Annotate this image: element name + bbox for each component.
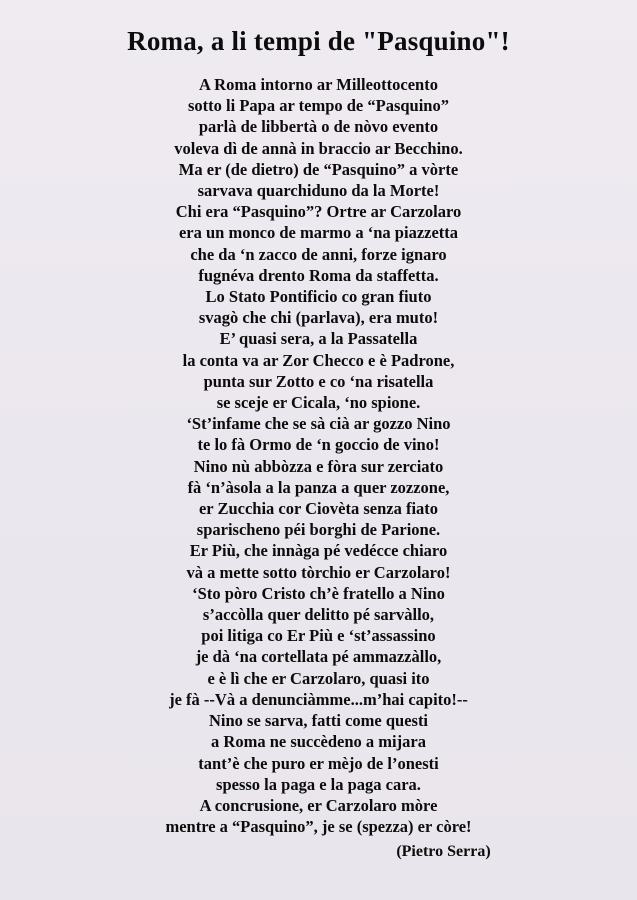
poem-line: a Roma ne succèdeno a mijara	[211, 732, 426, 752]
poem-line: se sceje er Cicala, ‘no spione.	[216, 393, 421, 413]
poem-line: era un monco de marmo a ‘na piazzetta	[178, 223, 459, 243]
poem-line: poi litiga co Er Più e ‘st’assassino	[201, 626, 436, 646]
poem-line: mentre a “Pasquino”, je se (spezza) er còre!	[165, 817, 472, 837]
poem-line: tant’è che puro er mèjo de l’onesti	[198, 753, 439, 773]
poem-line: Nino se sarva, fatti come questi	[208, 711, 429, 731]
poem-line: A concrusione, er Carzolaro mòre	[199, 795, 438, 815]
poem-line: ‘Sto pòro Cristo ch’è fratello a Nino	[192, 583, 445, 603]
poem-line: E’ quasi sera, a la Passatella	[219, 329, 418, 349]
poem-line: sparischeno péi borghi de Parione.	[196, 520, 441, 540]
poem-line: Chi era “Pasquino”? Ortre ar Carzolaro	[175, 202, 462, 222]
poem-line: je dà ‘na cortellata pé ammazzàllo,	[195, 647, 442, 667]
poem-line: svagò che chi (parlava), era muto!	[198, 308, 439, 328]
poem-line: voleva dì de annà in braccio ar Becchino.	[174, 138, 463, 158]
author-signature: (Pietro Serra)	[396, 843, 491, 860]
poem-line: je fà --Và a denunciàmme...m’hai capito!--	[169, 689, 468, 709]
poem-line: spesso la paga e la paga cara.	[216, 774, 421, 794]
poem-line: che da ‘n zacco de anni, forze ignaro	[190, 244, 447, 264]
poem-line: A Roma intorno ar Milleottocento	[199, 75, 438, 94]
poem-line: la conta va ar Zor Checco e è Padrone,	[182, 350, 455, 370]
poem-line: s’accòlla quer delitto pé sarvàllo,	[202, 605, 435, 625]
poem-line: parlà de libbertà o de nòvo evento	[198, 117, 439, 137]
poem-line: e è lì che er Carzolaro, quasi ito	[207, 668, 430, 688]
poem-line: Nino nù abbòzza e fòra sur zerciato	[193, 456, 444, 476]
poem-line: sarvava quarchiduno da la Morte!	[197, 181, 440, 201]
poem-line: fugnéva drento Roma da staffetta.	[198, 265, 439, 285]
poem-line: và a mette sotto tòrchio er Carzolaro!	[186, 562, 451, 582]
poem-line: fà ‘n’àsola a la panza a quer zozzone,	[187, 477, 450, 497]
poem-title: Roma, a li tempi de "Pasquino"!	[127, 26, 510, 56]
poem-line: er Zucchia cor Ciovèta senza fiato	[198, 499, 439, 519]
poem-line: Lo Stato Pontificio co gran fiuto	[205, 287, 432, 307]
poem-line: Ma er (de dietro) de “Pasquino” a vòrte	[178, 159, 459, 179]
poem-line: Er Più, che innàga pé vedécce chiaro	[189, 541, 448, 561]
poem-body	[0, 74, 637, 837]
poem-line: sotto li Papa ar tempo de “Pasquino”	[188, 96, 449, 116]
poem-line: te lo fà Ormo de ‘n goccio de vino!	[197, 435, 440, 455]
poem-line: ‘St’infame che se sà cià ar gozzo Nino	[186, 414, 451, 434]
poem-line: punta sur Zotto e co ‘na risatella	[203, 371, 434, 391]
